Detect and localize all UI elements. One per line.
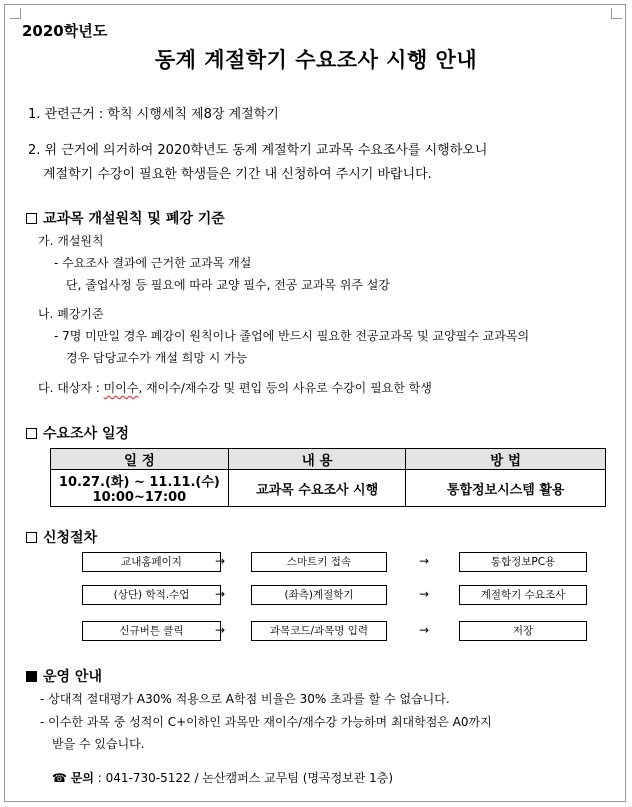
criteria-b-line-1: - 7명 미만일 경우 폐강이 원칙이나 졸업에 반드시 필요한 전공교과목 및 교양필수 교과목의 bbox=[54, 329, 530, 343]
filled-square-icon bbox=[26, 671, 37, 682]
column-header: 방 법 bbox=[406, 449, 606, 470]
corner-mark-left bbox=[10, 8, 21, 19]
schedule-heading: 수요조사 일정 bbox=[26, 423, 129, 443]
checkbox-square-icon bbox=[26, 532, 37, 543]
contact-text: : 041-730-5122 / 논산캠퍼스 교무팀 (명곡정보관 1층) bbox=[97, 771, 394, 785]
schedule-content-cell: 교과목 수요조사 시행 bbox=[228, 470, 406, 507]
page-title: 동계 계절학기 수요조사 시행 안내 bbox=[154, 48, 478, 72]
intro-line-2: 계절학기 수강이 필요한 학생들은 기간 내 신청하여 주시기 바랍니다. bbox=[43, 167, 432, 182]
arrow-right-icon: → bbox=[215, 587, 226, 601]
operation-line-2: - 이수한 과목 중 성적이 C+이하인 과목만 재이수/재수강 가능하며 최대학점은 A0까지 bbox=[40, 715, 492, 729]
criteria-a-line-1: - 수요조사 결과에 근거한 교과목 개설 bbox=[54, 256, 252, 270]
procedure-step: 계절학기 수요조사 bbox=[459, 585, 587, 605]
intro-line-1: 2. 위 근거에 의거하여 2020학년도 동계 계절학기 교과목 수요조사를 시행하오니 bbox=[28, 143, 488, 158]
contact-label: 문의 bbox=[70, 771, 94, 785]
arrow-right-icon: → bbox=[419, 554, 430, 568]
checkbox-square-icon bbox=[26, 428, 37, 439]
underlined-term: 미이수 bbox=[103, 381, 139, 395]
procedure-step: 스마트키 접속 bbox=[251, 552, 387, 572]
contact-info bbox=[52, 769, 393, 786]
schedule-date-cell: 10.27.(화) ~ 11.11.(수) 10:00~17:00 bbox=[51, 470, 229, 507]
procedure-step: 신규버튼 클릭 bbox=[82, 621, 221, 641]
operation-heading: 운영 안내 bbox=[26, 666, 102, 686]
procedure-step: 통합정보PC용 bbox=[459, 552, 587, 572]
criteria-b-line-2: 경우 담당교수가 개설 희망 시 가능 bbox=[66, 351, 248, 365]
corner-mark-right bbox=[611, 8, 622, 19]
criteria-heading: 교과목 개설원칙 및 폐강 기준 bbox=[26, 208, 225, 228]
procedure-step: 과목코드/과목명 입력 bbox=[251, 621, 387, 641]
academic-year: 2020학년도 bbox=[22, 22, 108, 40]
phone-icon: ☎ bbox=[52, 771, 67, 785]
operation-line-3: 받을 수 있습니다. bbox=[52, 737, 145, 751]
schedule-table bbox=[50, 448, 606, 507]
criteria-a-label: 가. 개설원칙 bbox=[38, 234, 104, 248]
procedure-heading: 신청절차 bbox=[26, 527, 97, 547]
procedure-step: 저장 bbox=[459, 621, 587, 641]
procedure-step: (상단) 학적.수업 bbox=[82, 585, 221, 605]
criteria-target: 다. 대상자 : 미이수, 재이수/재수강 및 편입 등의 사유로 수강이 필요한 학생 bbox=[38, 381, 432, 395]
table-row bbox=[51, 470, 606, 507]
table-header-row bbox=[51, 449, 606, 470]
column-header: 내 용 bbox=[228, 449, 406, 470]
arrow-right-icon: → bbox=[215, 554, 226, 568]
schedule-method-cell: 통합정보시스템 활용 bbox=[406, 470, 606, 507]
procedure-step: 교내홈페이지 bbox=[82, 552, 221, 572]
column-header: 일 정 bbox=[51, 449, 229, 470]
operation-line-1: - 상대적 절대평가 A30% 적용으로 A학점 비율은 30% 초과를 할 수 없습니다. bbox=[40, 692, 450, 706]
checkbox-square-icon bbox=[26, 213, 37, 224]
legal-basis: 1. 관련근거 : 학칙 시행세칙 제8장 계절학기 bbox=[28, 107, 279, 122]
arrow-right-icon: → bbox=[215, 623, 226, 637]
procedure-step: (좌측)계절학기 bbox=[251, 585, 387, 605]
arrow-right-icon: → bbox=[419, 587, 430, 601]
arrow-right-icon: → bbox=[419, 623, 430, 637]
criteria-a-line-2: 단, 졸업사정 등 필요에 따라 교양 필수, 전공 교과목 위주 설강 bbox=[66, 278, 390, 292]
criteria-b-label: 나. 폐강기준 bbox=[38, 307, 104, 321]
